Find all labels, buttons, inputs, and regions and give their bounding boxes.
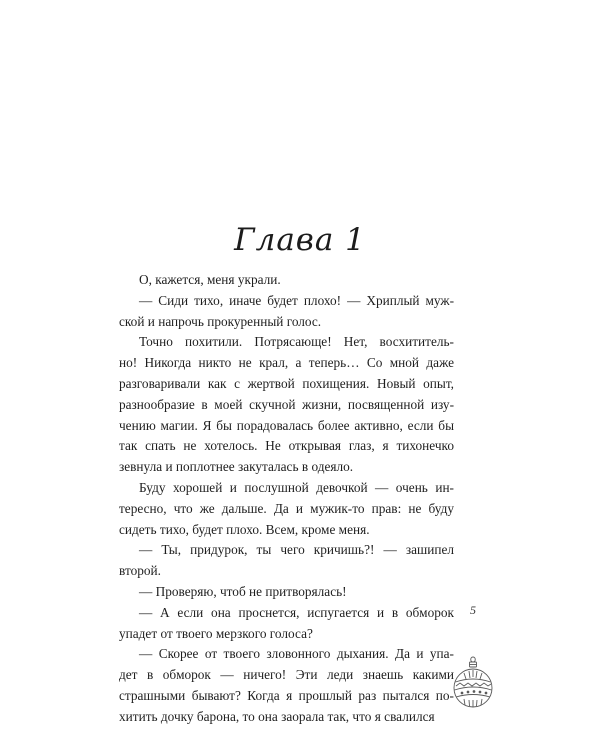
text-line: — А если она проснется, испугается и в обморок — [139, 604, 454, 620]
text-line: чению магии. Я бы порадовалась более активно, если бы — [119, 417, 454, 433]
text-line: но! Никогда никто не крал, а теперь… Со мной даже — [119, 355, 454, 371]
text-line: упадет от твоего мерзкого голоса? — [119, 625, 313, 641]
page-number: 5 — [470, 603, 476, 617]
text-line: хитить дочку барона, то она заорала так, что я свалился — [119, 708, 435, 724]
text-line: Точно похитили. Потрясающе! Нет, восхититель- — [139, 334, 454, 350]
text-line: так спать не хотелось. Не открывая глаз, я тихонечко — [119, 438, 454, 454]
text-line: зевнула и поплотнее закуталась в одеяло. — [119, 459, 354, 475]
text-line: — Ты, придурок, ты чего кричишь?! — зашипел — [139, 542, 454, 558]
text-line: сидеть тихо, будет плохо. Всем, кроме меня. — [119, 521, 370, 537]
chapter-title: Глава 1 — [234, 222, 366, 258]
text-line: дет в обморок — ничего! Эти леди знаешь какими — [119, 667, 454, 683]
chapter-text — [119, 270, 454, 728]
text-line: О, кажется, меня украли. — [139, 272, 281, 287]
text-line: Буду хорошей и послушной девочкой — очень ин- — [139, 479, 454, 495]
text-line: разговаривали как с жертвой похищения. Новый опыт, — [119, 375, 454, 391]
text-line: тересно, что же дальше. Да и мужик-то прав: не буду — [119, 500, 454, 516]
text-line: — Проверяю, чтоб не притворялась! — [139, 583, 347, 599]
text-line: — Сиди тихо, иначе будет плохо! — Хриплый муж- — [139, 292, 454, 308]
christmas-bauble-icon — [452, 655, 494, 713]
text-line: страшными бывают? Когда я прошлый раз пытался по- — [119, 687, 454, 703]
text-line: разнообразие в моей скучной жизни, посвященной изу- — [119, 396, 454, 412]
text-line: ской и напрочь прокуренный голос. — [119, 313, 322, 329]
text-line: второй. — [119, 563, 161, 579]
text-line: — Скорее от твоего зловонного дыхания. Да и упа- — [139, 646, 454, 662]
